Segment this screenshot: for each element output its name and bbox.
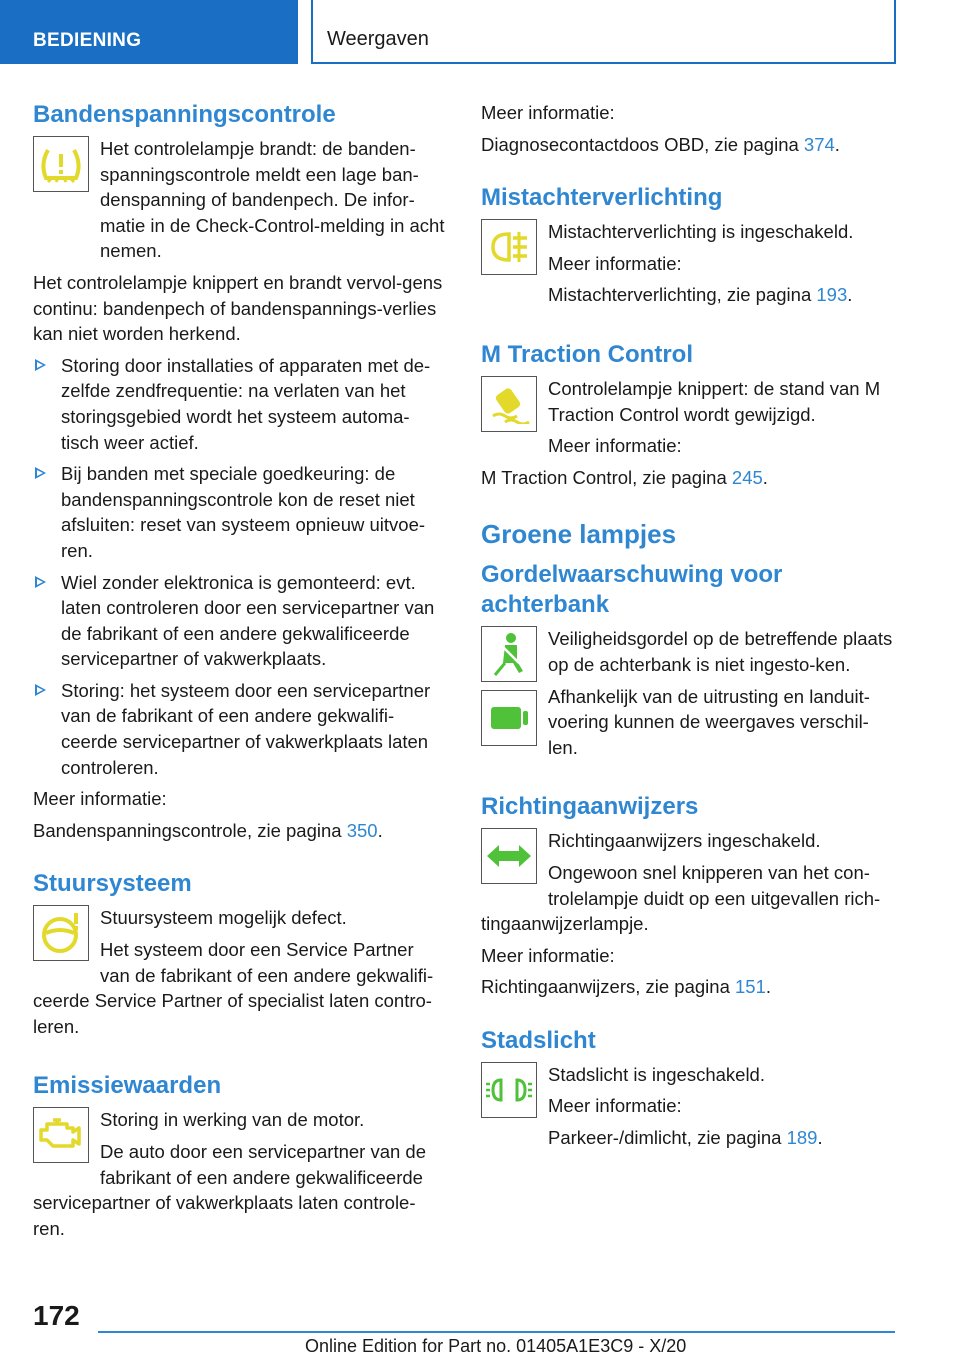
bullet-triangle-icon (35, 684, 46, 696)
steering-text-1: Stuursysteem mogelijk defect. (100, 907, 347, 929)
turn-signal-icon (481, 828, 537, 884)
traction-control-icon (481, 376, 537, 432)
page-link-189[interactable]: 189 (786, 1127, 818, 1149)
tire-pressure-warning-icon (33, 136, 89, 192)
emissions-text-1: Storing in werking van de motor. (100, 1109, 365, 1131)
turn-signal-text-2: Ongewoon snel knipperen van het con-trolelampje duidt op een uitgevallen rich-tingaanwijzerlampje. (481, 861, 881, 935)
reference-parking-light: Parkeer-/dimlicht, zie pagina 189. (548, 1127, 823, 1149)
seatbelt-icons (481, 626, 537, 746)
heading-m-traction: M Traction Control (481, 340, 693, 368)
left-column (33, 100, 447, 1247)
reference-m-traction: M Traction Control, zie pagina 245. (481, 466, 768, 488)
bullet-triangle-icon (35, 467, 46, 479)
list-item: Bij banden met speciale goedkeuring: de bandenspanningscontrole kon de reset niet afsluiten: reset van systeem opnieuw uitvoe-ren. (33, 461, 447, 563)
chapter-title: Weergaven (327, 28, 429, 50)
reference-rear-fog: Mistachterverlichting, zie pagina 193. (548, 284, 853, 306)
more-info-label: Meer informatie: (548, 435, 682, 457)
heading-turn-signals: Richtingaanwijzers (481, 793, 699, 821)
heading-rear-seatbelt: Gordelwaarschuwing voor achterbank (481, 561, 783, 619)
reference-tire-pressure: Bandenspanningscontrole, zie pagina 350. (33, 819, 383, 841)
rear-seat-indicator-icon (481, 690, 537, 746)
heading-tire-pressure: Bandenspanningscontrole (33, 101, 336, 128)
heading-steering: Stuursysteem (33, 870, 192, 898)
parking-light-text: Stadslicht is ingeschakeld. (548, 1063, 765, 1085)
list-item: Storing: het systeem door een servicepartner van de fabrikant of een andere gekwalifi-ceerde servicepartner of vakwerkplaats laten controleren. (33, 678, 447, 780)
page-link-193[interactable]: 193 (816, 284, 848, 306)
rear-fog-light-icon (481, 219, 537, 275)
parking-light-block (548, 1062, 895, 1157)
heading-green-lamps: Groene lampjes (481, 519, 677, 550)
seatbelt-text-1: Veiligheidsgordel op de betreffende plaats op de achterbank is niet ingesto-ken. (548, 628, 893, 675)
engine-check-icon (33, 1107, 89, 1163)
more-info-label: Meer informatie: (33, 788, 167, 810)
emissions-text-2: De auto door een servicepartner van de fabrikant of een andere gekwalificeerde servicepartner of vakwerkplaats laten controle-ren. (33, 1141, 427, 1239)
more-info-label: Meer informatie: (481, 944, 615, 966)
reference-turn-signals: Richtingaanwijzers, zie pagina 151. (481, 976, 772, 998)
steering-warning-icon (33, 905, 89, 961)
page-link-350[interactable]: 350 (346, 819, 378, 841)
m-traction-text: Controlelampje knippert: de stand van M Traction Control wordt gewijzigd. (548, 377, 881, 425)
seatbelt-text-2: Afhankelijk van de uitrusting en landuit-voering kunnen de weergaves verschil-len. (548, 685, 870, 758)
list-item: Storing door installaties of apparaten met de-zelfde zendfrequentie: na verlaten van het storingsgebied wordt het systeem automa-tisch weer actief. (33, 353, 447, 455)
page-link-151[interactable]: 151 (735, 976, 766, 998)
tire-pressure-text-1: Het controlelampje brandt: de banden-spanningscontrole meldt een lage ban-denspanning of bandenpech. De infor-matie in de Check-Control-melding in acht nemen. (100, 138, 445, 262)
right-column (481, 100, 895, 1157)
steering-text-2: Het systeem door een Service Partner van de fabrikant of een andere gekwalifi-ceerde Service Partner of specialist laten contro-leren. (33, 939, 434, 1037)
page-link-245[interactable]: 245 (731, 466, 763, 488)
more-info-label: Meer informatie: (481, 102, 615, 123)
section-title: BEDIENING (33, 30, 142, 51)
more-info-label: Meer informatie: (548, 252, 682, 274)
m-traction-block (548, 376, 895, 465)
more-info-label: Meer informatie: (548, 1095, 682, 1117)
tire-pressure-text-2: Het controlelampje knippert en brandt vervol-gens continu: bandenpech of bandenspannings-verlies kan niet worden herkend. (33, 271, 443, 345)
bullet-triangle-icon (35, 576, 46, 588)
chapter-tab (311, 0, 896, 64)
section-tab (0, 0, 298, 64)
heading-rear-fog: Mistachterverlichting (481, 184, 723, 212)
list-item: Wiel zonder elektronica is gemonteerd: evt. laten controleren door een servicepartner van de fabrikant of een andere gekwalificeerde servicepartner of vakwerkplaats. (33, 570, 447, 672)
page-link-374[interactable]: 374 (803, 133, 835, 155)
edition-note: Online Edition for Part no. 01405A1E3C9 - X/20 (305, 1336, 687, 1356)
heading-emissions: Emissiewaarden (33, 1072, 222, 1100)
page-number: 172 (33, 1300, 80, 1331)
rear-fog-text: Mistachterverlichting is ingeschakeld. (548, 221, 854, 243)
parking-light-icon (481, 1062, 537, 1118)
footer-divider (98, 1331, 895, 1333)
reference-obd: Diagnosecontactdoos OBD, zie pagina 374. (481, 133, 840, 155)
bullet-triangle-icon (35, 359, 46, 371)
rear-fog-block (548, 219, 895, 314)
heading-parking-light: Stadslicht (481, 1026, 596, 1054)
seatbelt-warning-icon (481, 626, 537, 682)
turn-signal-text-1: Richtingaanwijzers ingeschakeld. (548, 830, 821, 852)
